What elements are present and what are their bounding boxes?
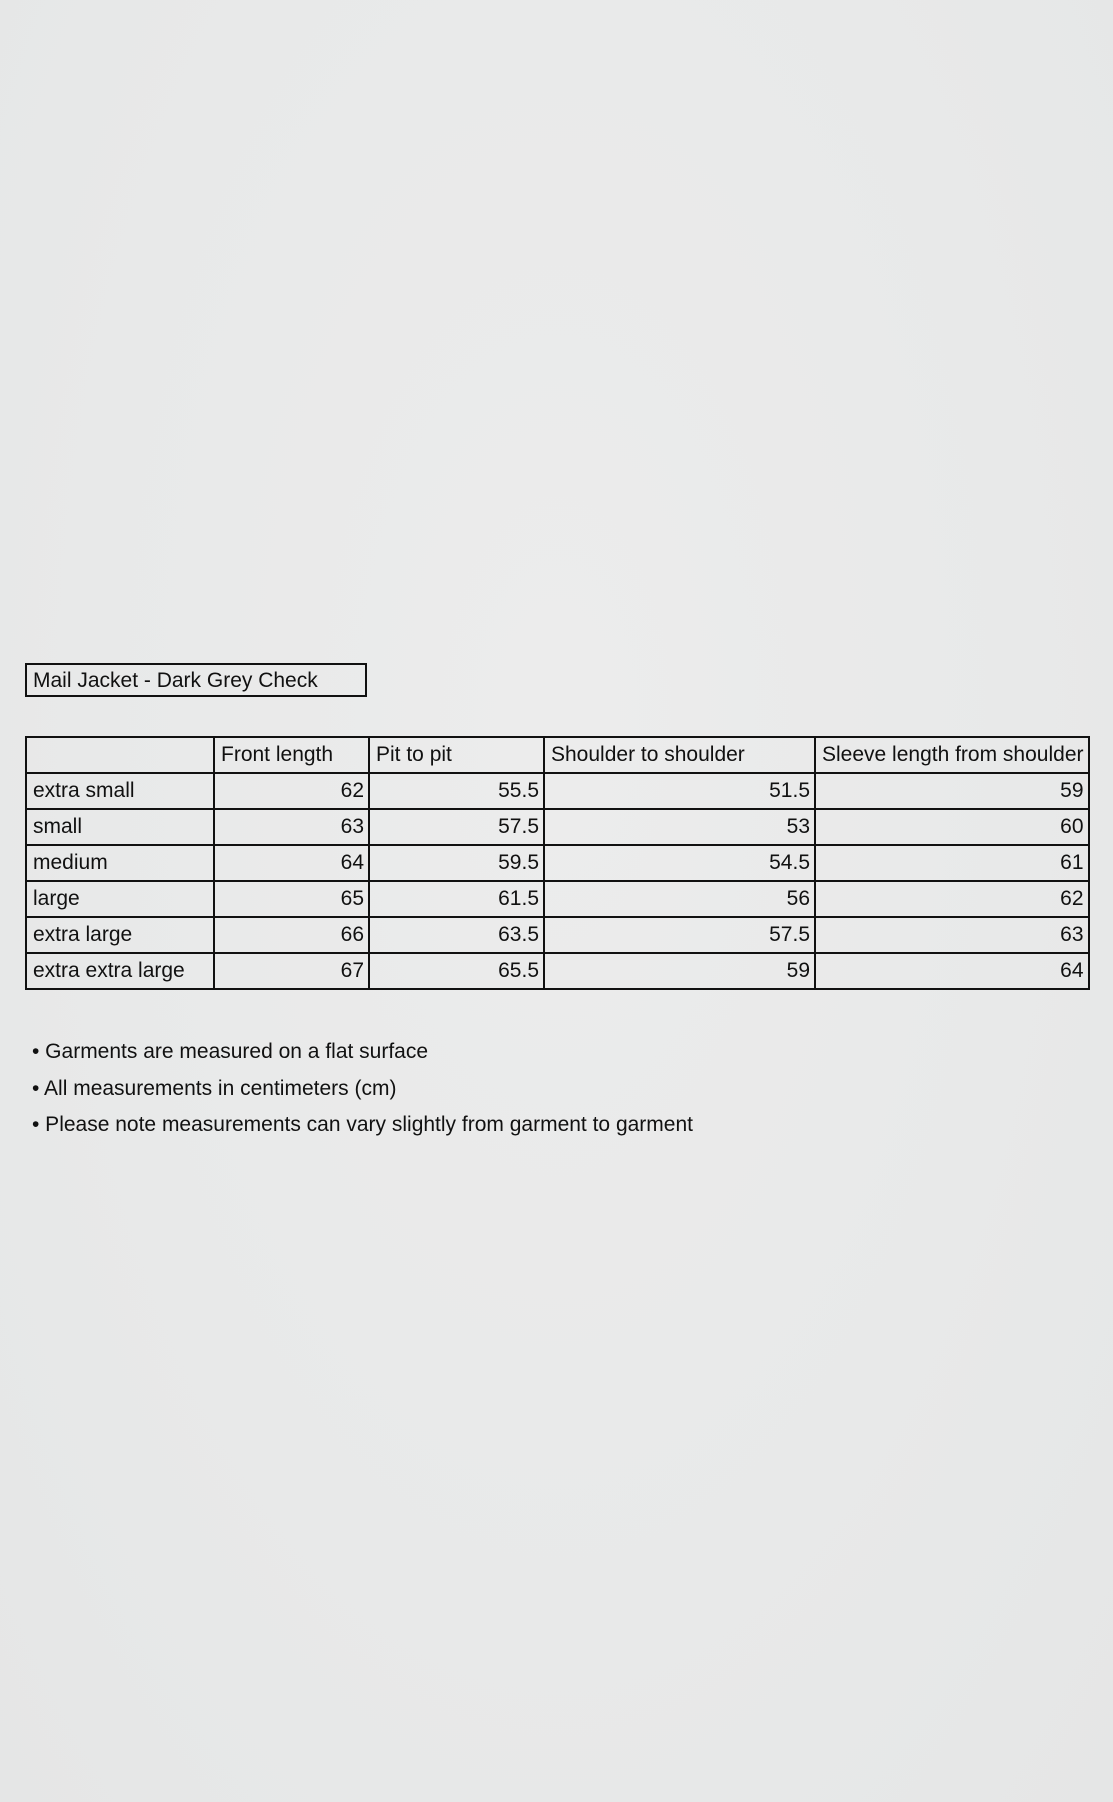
table-row: [26, 773, 1089, 809]
pit-to-pit-value: 65.5: [369, 953, 544, 989]
size-chart-table: [25, 736, 1090, 990]
header-cell-size: [26, 737, 214, 773]
pit-to-pit-value: 55.5: [369, 773, 544, 809]
size-label: small: [26, 809, 214, 845]
header-cell-front-length: Front length: [214, 737, 369, 773]
header-cell-sleeve-length: Sleeve length from shoulder: [815, 737, 1089, 773]
shoulder-to-shoulder-value: 56: [544, 881, 815, 917]
size-label: medium: [26, 845, 214, 881]
front-length-value: 67: [214, 953, 369, 989]
table-row: [26, 953, 1089, 989]
shoulder-to-shoulder-value: 59: [544, 953, 815, 989]
table-row: [26, 917, 1089, 953]
note-item: • All measurements in centimeters (cm): [32, 1076, 397, 1100]
size-label: extra large: [26, 917, 214, 953]
sleeve-length-value: 63: [815, 917, 1089, 953]
shoulder-to-shoulder-value: 54.5: [544, 845, 815, 881]
front-length-value: 66: [214, 917, 369, 953]
shoulder-to-shoulder-value: 51.5: [544, 773, 815, 809]
table-row: [26, 809, 1089, 845]
shoulder-to-shoulder-value: 57.5: [544, 917, 815, 953]
measurement-notes: [32, 1034, 693, 1144]
front-length-value: 65: [214, 881, 369, 917]
size-label: large: [26, 881, 214, 917]
sleeve-length-value: 64: [815, 953, 1089, 989]
table-header-row: [26, 737, 1089, 773]
pit-to-pit-value: 57.5: [369, 809, 544, 845]
pit-to-pit-value: 63.5: [369, 917, 544, 953]
table-row: [26, 881, 1089, 917]
sleeve-length-value: 60: [815, 809, 1089, 845]
front-length-value: 63: [214, 809, 369, 845]
sleeve-length-value: 61: [815, 845, 1089, 881]
size-label: extra extra large: [26, 953, 214, 989]
table-row: [26, 845, 1089, 881]
pit-to-pit-value: 61.5: [369, 881, 544, 917]
pit-to-pit-value: 59.5: [369, 845, 544, 881]
note-item: • Please note measurements can vary slightly from garment to garment: [32, 1113, 693, 1136]
note-item: • Garments are measured on a flat surface: [32, 1040, 429, 1063]
size-label: extra small: [26, 773, 214, 809]
product-title: Mail Jacket - Dark Grey Check: [25, 663, 367, 697]
sleeve-length-value: 59: [815, 773, 1089, 809]
sleeve-length-value: 62: [815, 881, 1089, 917]
header-cell-shoulder-to-shoulder: Shoulder to shoulder: [544, 737, 815, 773]
shoulder-to-shoulder-value: 53: [544, 809, 815, 845]
header-cell-pit-to-pit: Pit to pit: [369, 737, 544, 773]
front-length-value: 62: [214, 773, 369, 809]
front-length-value: 64: [214, 845, 369, 881]
